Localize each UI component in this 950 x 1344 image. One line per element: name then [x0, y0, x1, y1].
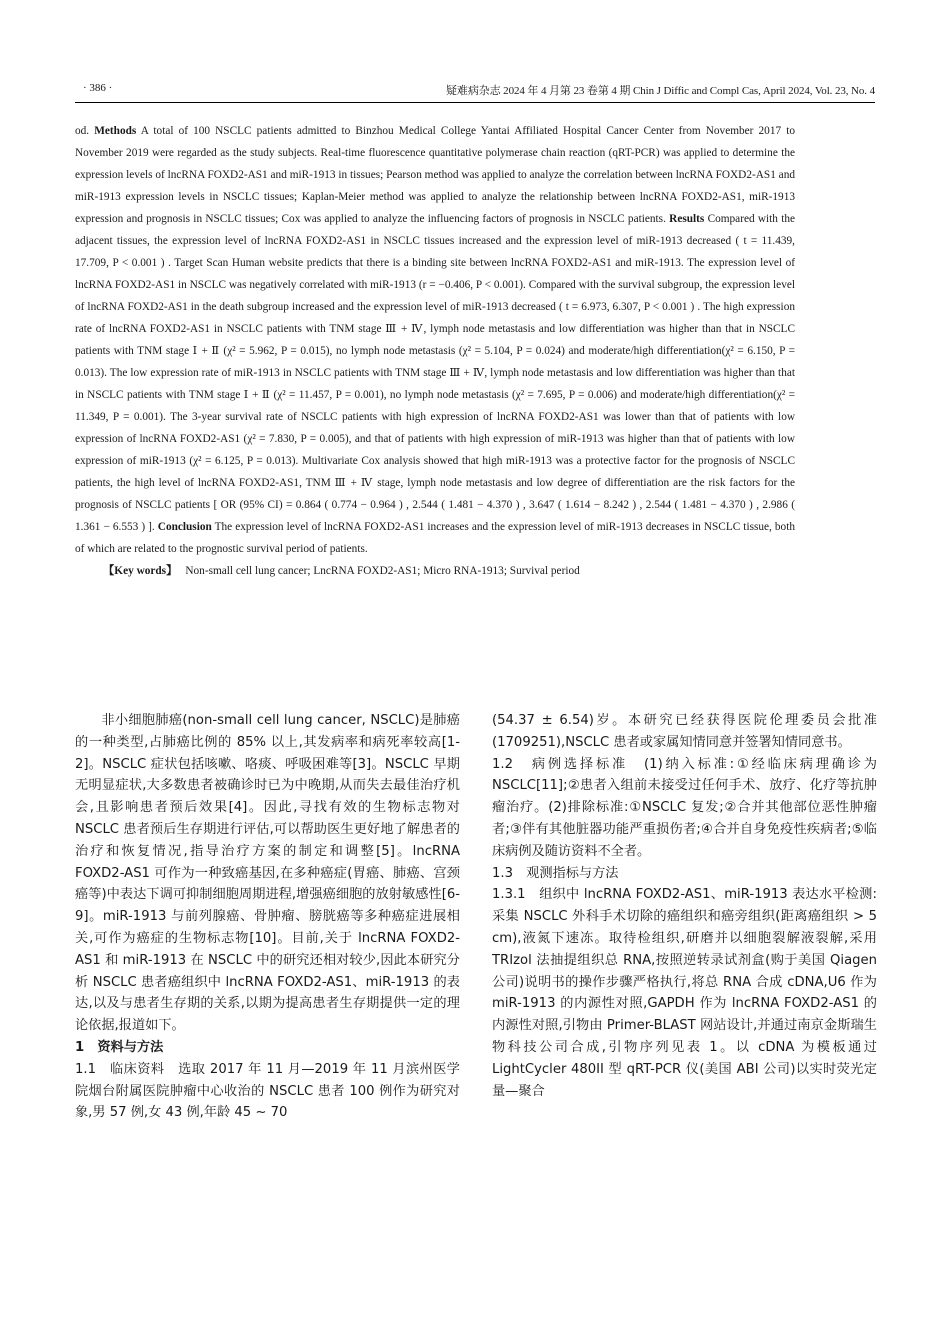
keywords-label: 【Key words】	[103, 565, 178, 577]
page-number: · 386 ·	[83, 82, 113, 94]
section-heading-materials-methods: 1 资料与方法	[75, 1039, 164, 1055]
left-column	[75, 710, 460, 1124]
clinical-data-continuation: (54.37 ± 6.54)岁。本研究已经获得医院伦理委员会批准(1709251),NSCLC 患者或家属知情同意并签署知情同意书。	[492, 713, 877, 750]
conclusion-text: The expression level of lncRNA FOXD2-AS1 increases and the expression level of miR-1913 decreases in NSCLC tissue, both of which are related to the prognostic survival period of patients.	[75, 521, 795, 555]
right-column	[492, 710, 877, 1102]
methods-lead: od.	[75, 125, 90, 137]
results-label: Results	[669, 213, 705, 225]
keywords	[75, 560, 795, 582]
page-header	[75, 80, 875, 103]
abstract-body	[75, 120, 795, 560]
subsection-observation-heading: 1.3 观测指标与方法	[492, 865, 619, 881]
methods-text: A total of 100 NSCLC patients admitted to Binzhou Medical College Yantai Affiliated Hospital Cancer Center from November 2017 to November 2019 were regarded as the study subjects. Real-time fluorescence quantitative polymerase chain reaction (qRT-PCR) was applied to determine the expression levels of lncRNA FOXD2-AS1 and miR-1913 in tissues; Pearson method was applied to analyze the correlation between lncRNA FOXD2-AS1 and miR-1913 expression levels in NSCLC tissues; Kaplan-Meier method was applied to analyze the relationship between lncRNA FOXD2-AS1, miR-1913 expression and prognosis in NSCLC tissues; Cox was applied to analyze the influencing factors of prognosis in NSCLC patients.	[75, 125, 796, 225]
subsection-expression-detection: 1.3.1 组织中 lncRNA FOXD2-AS1、miR-1913 表达水平检测:采集 NSCLC 外科手术切除的癌组织和癌旁组织(距离癌组织 > 5 cm),液氮下速冻。取待检组织,研磨并以细胞裂解液裂解,采用 TRIzol 法抽提组织总 RNA,按照逆转录试剂盒(购于美国 Qiagen 公司)说明书的操作步骤严格执行,将总 RNA 合成 cDNA,U6 作为 miR-1913 的内源性对照,GAPDH 作为 lncRNA FOXD2-AS1 的内源性对照,引物由 Primer-BLAST 网站设计,并通过南京金斯瑞生物科技公司合成,引物序列见表 1。以 cDNA 为模板通过 LightCycler 480II 型 qRT-PCR 仪(美国 ABI 公司)以实时荧光定量—聚合	[492, 887, 877, 1099]
journal-citation: 疑难病杂志 2024 年 4 月第 23 卷第 4 期 Chin J Diffic and Compl Cas, April 2024, Vol. 23, No. 4	[446, 85, 875, 97]
intro-paragraph: 非小细胞肺癌(non-small cell lung cancer, NSCLC)是肺癌的一种类型,占肺癌比例的 85% 以上,其发病率和病死率较高[1-2]。NSCLC 症状包括咳嗽、咯痰、呼吸困难等[3]。NSCLC 早期无明显症状,大多数患者被确诊时已为中晚期,从而失去最佳治疗机会,且影响患者预后效果[4]。因此,寻找有效的生物标志物对 NSCLC 患者预后生存期进行评估,可以帮助医生更好地了解患者的治疗和恢复情况,指导治疗方案的制定和调整[5]。lncRNA FOXD2-AS1 可作为一种致癌基因,在多种癌症(胃癌、肺癌、宫颈癌等)中表达下调可抑制细胞周期进程,增强癌细胞的放射敏感性[6-9]。miR-1913 与前列腺癌、骨肿瘤、膀胱癌等多种癌症进展相关,可作为癌症的生物标志物[10]。目前,关于 lncRNA FOXD2-AS1 和 miR-1913 在 NSCLC 中的研究还相对较少,因此本研究分析 NSCLC 患者癌组织中 lncRNA FOXD2-AS1、miR-1913 的表达,以及与患者生存期的关系,以期为提高患者生存期提供一定的理论依据,报道如下。	[75, 713, 460, 1034]
results-text: Compared with the adjacent tissues, the expression level of lncRNA FOXD2-AS1 in NSCLC tissues increased and the expression level of miR-1913 decreased ( t = 11.439, 17.709, P < 0.001 ) . Target Scan Human website predicts that there is a binding site between lncRNA FOXD2-AS1 and miR-1913. The expression level of lncRNA FOXD2-AS1 in NSCLC was negatively correlated with miR-1913 (r = −0.406, P < 0.001). Compared with the survival subgroup, the expression level of lncRNA FOXD2-AS1 in the death subgroup increased and the expression level of miR-1913 decreased ( t = 6.973, 6.307, P < 0.001 ) . The high expression rate of lncRNA FOXD2-AS1 in NSCLC patients with TNM stage Ⅲ + Ⅳ, lymph node metastasis and low differentiation was higher than that in NSCLC patients with TNM stage Ⅰ + Ⅱ (χ² = 5.962, P = 0.015), no lymph node metastasis (χ² = 5.104, P = 0.024) and moderate/high differentiation(χ² = 6.150, P = 0.013). The low expression rate of miR-1913 in NSCLC patients with TNM stage Ⅲ + Ⅳ, lymph node metastasis and low differentiation was higher than that in NSCLC patients with TNM stage Ⅰ + Ⅱ (χ² = 11.457, P = 0.001), no lymph node metastasis (χ² = 7.695, P = 0.006) and moderate/high differentiation(χ² = 11.349, P = 0.001). The 3-year survival rate of NSCLC patients with high expression of lncRNA FOXD2-AS1 was lower than that of patients with low expression of lncRNA FOXD2-AS1 (χ² = 7.830, P = 0.005), and that of patients with high expression of miR-1913 was higher than that of patients with low expression of miR-1913 (χ² = 6.125, P = 0.013). Multivariate Cox analysis showed that high miR-1913 was a protective factor for the prognosis of NSCLC patients, the high level of lncRNA FOXD2-AS1, TNM Ⅲ + Ⅳ stage, lymph node metastasis and low degree of differentiation are the risk factors for the prognosis of NSCLC patients [ OR (95% CI) = 0.864 ( 0.774 − 0.964 ) , 2.544 ( 1.481 − 4.370 ) , 3.647 ( 1.614 − 8.242 ) , 2.544 ( 1.481 − 4.370 ) , 2.986 ( 1.361 − 6.553 ) ].	[75, 213, 795, 533]
subsection-clinical-data: 1.1 临床资料 选取 2017 年 11 月—2019 年 11 月滨州医学院烟台附属医院肿瘤中心收治的 NSCLC 患者 100 例作为研究对象,男 57 例,女 43 例,年龄 45 ~ 70	[75, 1061, 460, 1121]
subsection-selection-criteria: 1.2 病例选择标准 (1)纳入标准:①经临床病理确诊为 NSCLC[11];②患者入组前未接受过任何手术、放疗、化疗等抗肿瘤治疗。(2)排除标准:①NSCLC 复发;②合并其他部位恶性肿瘤者;③伴有其他脏器功能严重损伤者;④合并自身免疫性疾病者;⑤临床病例及随访资料不全者。	[492, 756, 877, 859]
methods-label: Methods	[94, 125, 137, 137]
conclusion-label: Conclusion	[157, 521, 212, 533]
english-abstract	[75, 120, 795, 582]
keywords-text: Non-small cell lung cancer; LncRNA FOXD2-AS1; Micro RNA-1913; Survival period	[185, 565, 580, 577]
